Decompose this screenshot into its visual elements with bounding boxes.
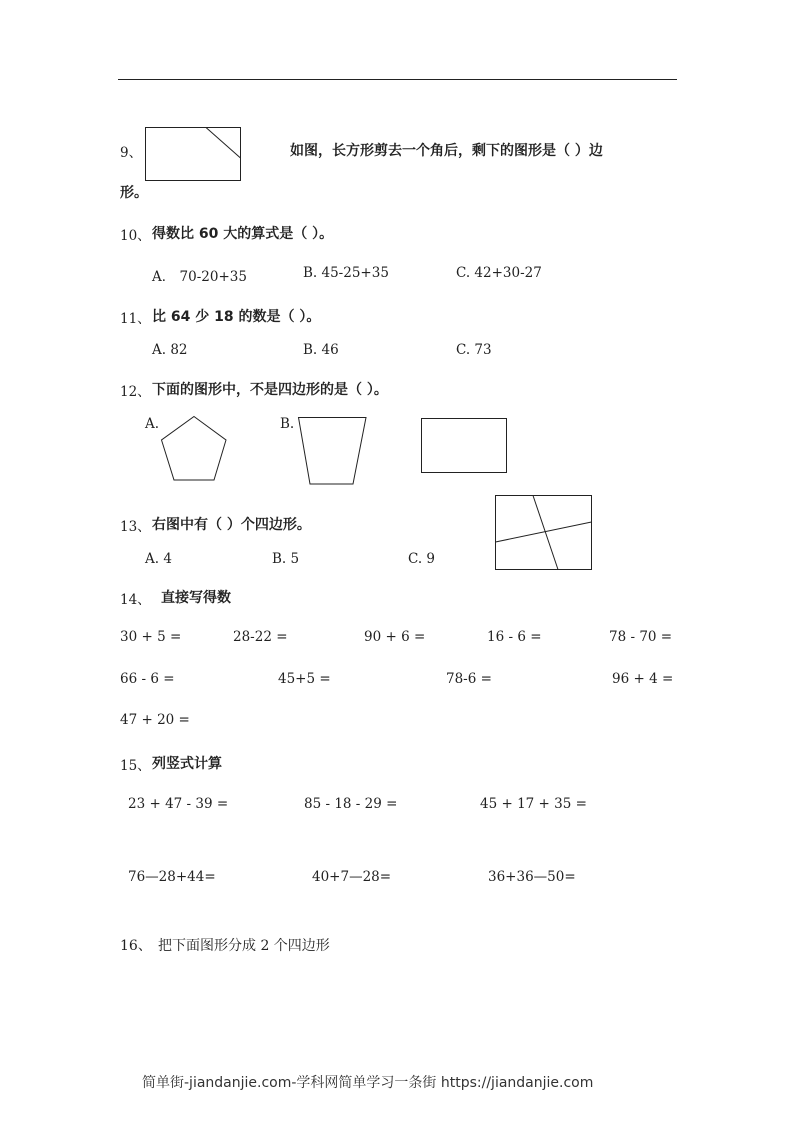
q12-label-b: B. — [280, 416, 295, 432]
q12-pentagon — [160, 416, 228, 482]
q10-option-a: A． 70-20+35 — [152, 269, 247, 285]
header-rule — [118, 79, 677, 80]
q14-problem: 66 - 6 = — [120, 671, 175, 687]
q15-problem: 45 + 17 + 35 = — [480, 796, 587, 812]
q14-problem: 45+5 = — [278, 671, 331, 687]
q10-option-c: C. 42+30-27 — [456, 265, 542, 281]
q15-problem: 40+7—28= — [312, 869, 392, 885]
q14-problem: 47 + 20 = — [120, 712, 190, 728]
q10-option-b: B. 45-25+35 — [303, 265, 389, 281]
q14-problem: 90 + 6 = — [364, 629, 426, 645]
q12-trapezoid — [298, 417, 368, 485]
q11-text: 比 64 少 18 的数是（ ）。 — [152, 309, 321, 325]
q13-option-a: A. 4 — [145, 551, 172, 567]
q9-cut-rectangle — [145, 127, 242, 182]
q12-label-a: A. — [145, 416, 160, 432]
q14-problem: 96 + 4 = — [612, 671, 674, 687]
q9-text: 如图，长方形剪去一个角后，剩下的图形是（ ）边 — [290, 143, 603, 159]
q10-text: 得数比 60 大的算式是（ ）。 — [152, 226, 334, 242]
q11-option-a: A. 82 — [152, 342, 188, 358]
q14-problem: 16 - 6 = — [487, 629, 542, 645]
footer-watermark: 简单街-jiandanjie.com-学科网简单学习一条街 https://jiandanjie.com — [142, 1075, 594, 1091]
q15-problem: 76—28+44= — [128, 869, 216, 885]
q14-number: 14、 — [120, 592, 151, 608]
q14-problem: 78 - 70 = — [609, 629, 673, 645]
q13-text: 右图中有（ ）个四边形。 — [152, 517, 311, 533]
q9-number: 9、 — [120, 145, 143, 161]
q13-option-b: B. 5 — [272, 551, 300, 567]
q14-problem: 28-22 = — [233, 629, 288, 645]
q10-number: 10、 — [120, 228, 151, 244]
q9-text-cont: 形。 — [120, 185, 148, 201]
q14-problem: 78-6 = — [446, 671, 492, 687]
q15-title: 列竖式计算 — [152, 756, 222, 772]
q11-number: 11、 — [120, 311, 151, 327]
q12-text: 下面的图形中，不是四边形的是（ ）。 — [152, 382, 388, 398]
q11-option-b: B. 46 — [303, 342, 339, 358]
q12-number: 12、 — [120, 384, 151, 400]
q13-number: 13、 — [120, 519, 151, 535]
q15-problem: 23 + 47 - 39 = — [128, 796, 229, 812]
q16-number: 16、 — [120, 938, 152, 954]
q15-number: 15、 — [120, 758, 151, 774]
q13-divided-rectangle — [495, 495, 593, 571]
q15-problem: 36+36—50= — [488, 869, 576, 885]
q14-title: 直接写得数 — [161, 590, 231, 606]
q14-problem: 30 + 5 = — [120, 629, 182, 645]
q13-option-c: C. 9 — [408, 551, 436, 567]
q15-problem: 85 - 18 - 29 = — [304, 796, 398, 812]
q11-option-c: C. 73 — [456, 342, 492, 358]
q16-text: 把下面图形分成 2 个四边形 — [158, 938, 330, 954]
q12-rectangle — [421, 418, 508, 474]
